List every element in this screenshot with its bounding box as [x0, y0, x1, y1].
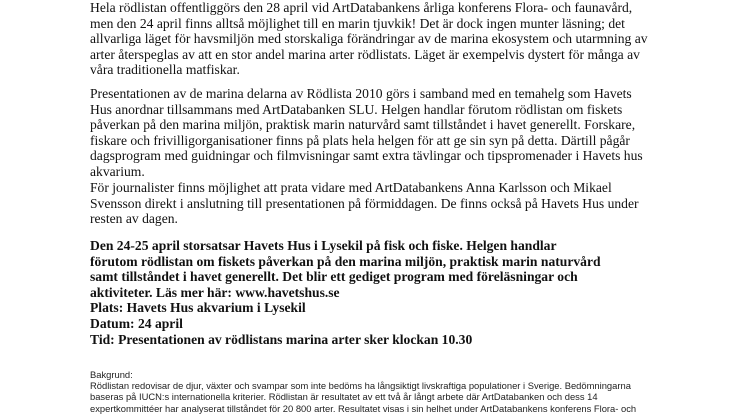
background-heading: Bakgrund: — [90, 369, 133, 380]
text-line: resten av dagen. — [90, 211, 178, 227]
event-info-block — [90, 238, 601, 347]
text-line: Hus anordnar tillsammans med ArtDatabanken SLU. Helgen handlar förutom rödlistan om fiskets — [90, 101, 623, 117]
event-link-line: aktiviteter. Läs mer här: www.havetshus.se — [90, 284, 340, 300]
event-time: Tid: Presentationen av rödlistans marina arter sker klockan 10.30 — [90, 331, 473, 347]
background-line: baseras på IUCN:s internationella kriterier. Rödlistan är resultatet av ett två år långt arbete där ArtDatabanken och dess 14 — [90, 391, 598, 403]
text-line: men den 24 april finns alltså möjlighet till en marin tjuvkik! Det är dock ingen munter läsning; det — [90, 15, 625, 31]
text-line: allvarliga läget för havsmiljön med storskaliga förändringar av de marina ekosystem och utarmning av — [90, 31, 648, 47]
text-line: påverkan på den marina miljön, praktisk marin naturvård samt tillståndet i havet generellt. Forskare, — [90, 117, 636, 133]
presentation-paragraph — [90, 86, 643, 180]
text-line: Svensson direkt i anslutning till presentationen på förmiddagen. De finns också på Havets Hus under — [90, 195, 639, 211]
background-section — [90, 369, 636, 414]
text-line: dagsprogram med guidningar och filmvisningar samt extra tävlingar och tipspromenader i Havets hus — [90, 148, 643, 164]
text-line: För journalister finns möjlighet att prata vidare med ArtDatabankens Anna Karlsson och Mikael — [90, 180, 612, 195]
background-line: expertkommittéer har analyserat tillståndet för 20 800 arter. Resultatet visas i sin helhet under ArtDatabankens konferens Flora- och — [90, 402, 637, 414]
text-line: Hela rödlistan offentliggörs den 28 april vid ArtDatabankens årliga konferens Flora- och faunavård, — [90, 0, 633, 15]
text-line: Presentationen av de marina delarna av Rödlista 2010 görs i samband med en temahelg som Havets — [90, 86, 632, 101]
event-description-line: förutom rödlistan om fiskets påverkan på den marina miljön, praktisk marin naturvård — [90, 253, 601, 269]
text-line: fiskare och frivilligorganisationer finns på plats hela helgen för att ge sin syn på detta. Därtill pågår — [90, 132, 630, 148]
journalists-paragraph — [90, 180, 639, 227]
event-description-line: Den 24-25 april storsatsar Havets Hus i Lysekil på fisk och fiske. Helgen handlar — [90, 238, 557, 253]
event-description-line: samt tillståndet i havet generellt. Det blir ett gediget program med föreläsningar och — [90, 269, 578, 285]
text-line: våra traditionella matfiskar. — [90, 62, 240, 78]
intro-paragraph — [90, 0, 648, 78]
text-line: arter återspeglas av att en stor andel marina arter rödlistats. Läget är exempelvis dystert för många av — [90, 46, 640, 62]
event-place: Plats: Havets Hus akvarium i Lysekil — [90, 300, 306, 316]
event-date: Datum: 24 april — [90, 315, 183, 331]
background-line: Rödlistan redovisar de djur, växter och svampar som inte bedöms ha långsiktigt livskraftiga populationer i Sverige. Bedömningarna — [90, 380, 631, 392]
text-line: akvarium. — [90, 163, 145, 179]
